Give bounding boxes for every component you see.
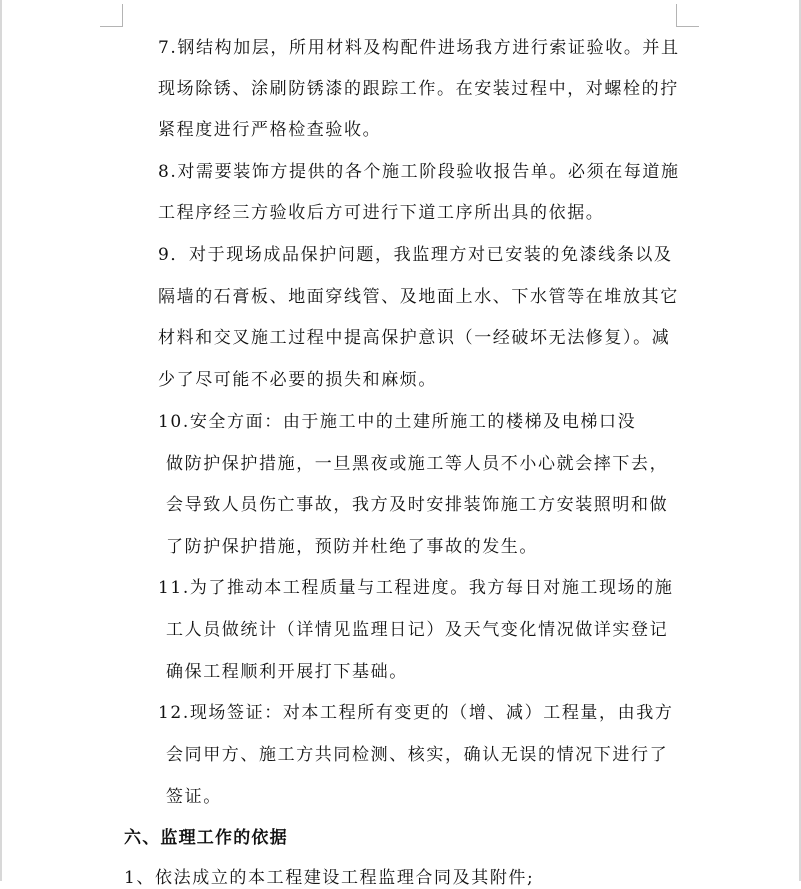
paragraph-line: 10.安全方面：由于施工中的土建所施工的楼梯及电梯口没 — [158, 412, 637, 432]
paragraph-line: 12.现场签证：对本工程所有变更的（增、减）工程量，由我方 — [158, 703, 674, 723]
paragraph-line: 了防护保护措施，预防并杜绝了事故的发生。 — [166, 537, 538, 557]
paragraph-line: 少了尽可能不必要的损失和麻烦。 — [158, 370, 437, 390]
paragraph-line: 签证。 — [166, 787, 222, 807]
paragraph-line: 做防护保护措施，一旦黑夜或施工等人员不小心就会摔下去， — [166, 454, 669, 474]
paragraph-line-partial: 1、依法成立的本工程建设工程监理合同及其附件; — [124, 868, 535, 888]
paragraph-line: 现场除锈、涂刷防锈漆的跟踪工作。在安装过程中，对螺栓的拧 — [158, 79, 679, 99]
section-heading: 六、监理工作的依据 — [124, 828, 288, 848]
paragraph-line: 会同甲方、施工方共同检测、核实，确认无误的情况下进行了 — [166, 745, 669, 765]
paragraph-line: 紧程度进行严格检查验收。 — [158, 120, 382, 140]
paragraph-line: 9．对于现场成品保护问题，我监理方对已安装的免漆线条以及 — [158, 245, 673, 265]
paragraph-line: 11.为了推动本工程质量与工程进度。我方每日对施工现场的施 — [158, 578, 674, 598]
paragraph-line: 7.钢结构加层，所用材料及构配件进场我方进行索证验收。并且 — [158, 38, 680, 58]
paragraph-line: 会导致人员伤亡事故，我方及时安排装饰施工方安装照明和做 — [166, 495, 669, 515]
paragraph-line: 材料和交叉施工过程中提高保护意识（一经破坏无法修复）。减 — [158, 328, 671, 348]
margin-corner-top-right — [676, 4, 699, 27]
paragraph-line: 工人员做统计（详情见监理日记）及天气变化情况做详实登记 — [166, 620, 669, 640]
paragraph-line: 确保工程顺利开展打下基础。 — [166, 662, 408, 682]
paragraph-line: 隔墙的石膏板、地面穿线管、及地面上水、下水管等在堆放其它 — [158, 287, 679, 307]
paragraph-line: 8.对需要装饰方提供的各个施工阶段验收报告单。必须在每道施 — [158, 162, 680, 182]
margin-corner-top-left — [100, 4, 123, 27]
paragraph-line: 工程序经三方验收后方可进行下道工序所出具的依据。 — [158, 203, 605, 223]
